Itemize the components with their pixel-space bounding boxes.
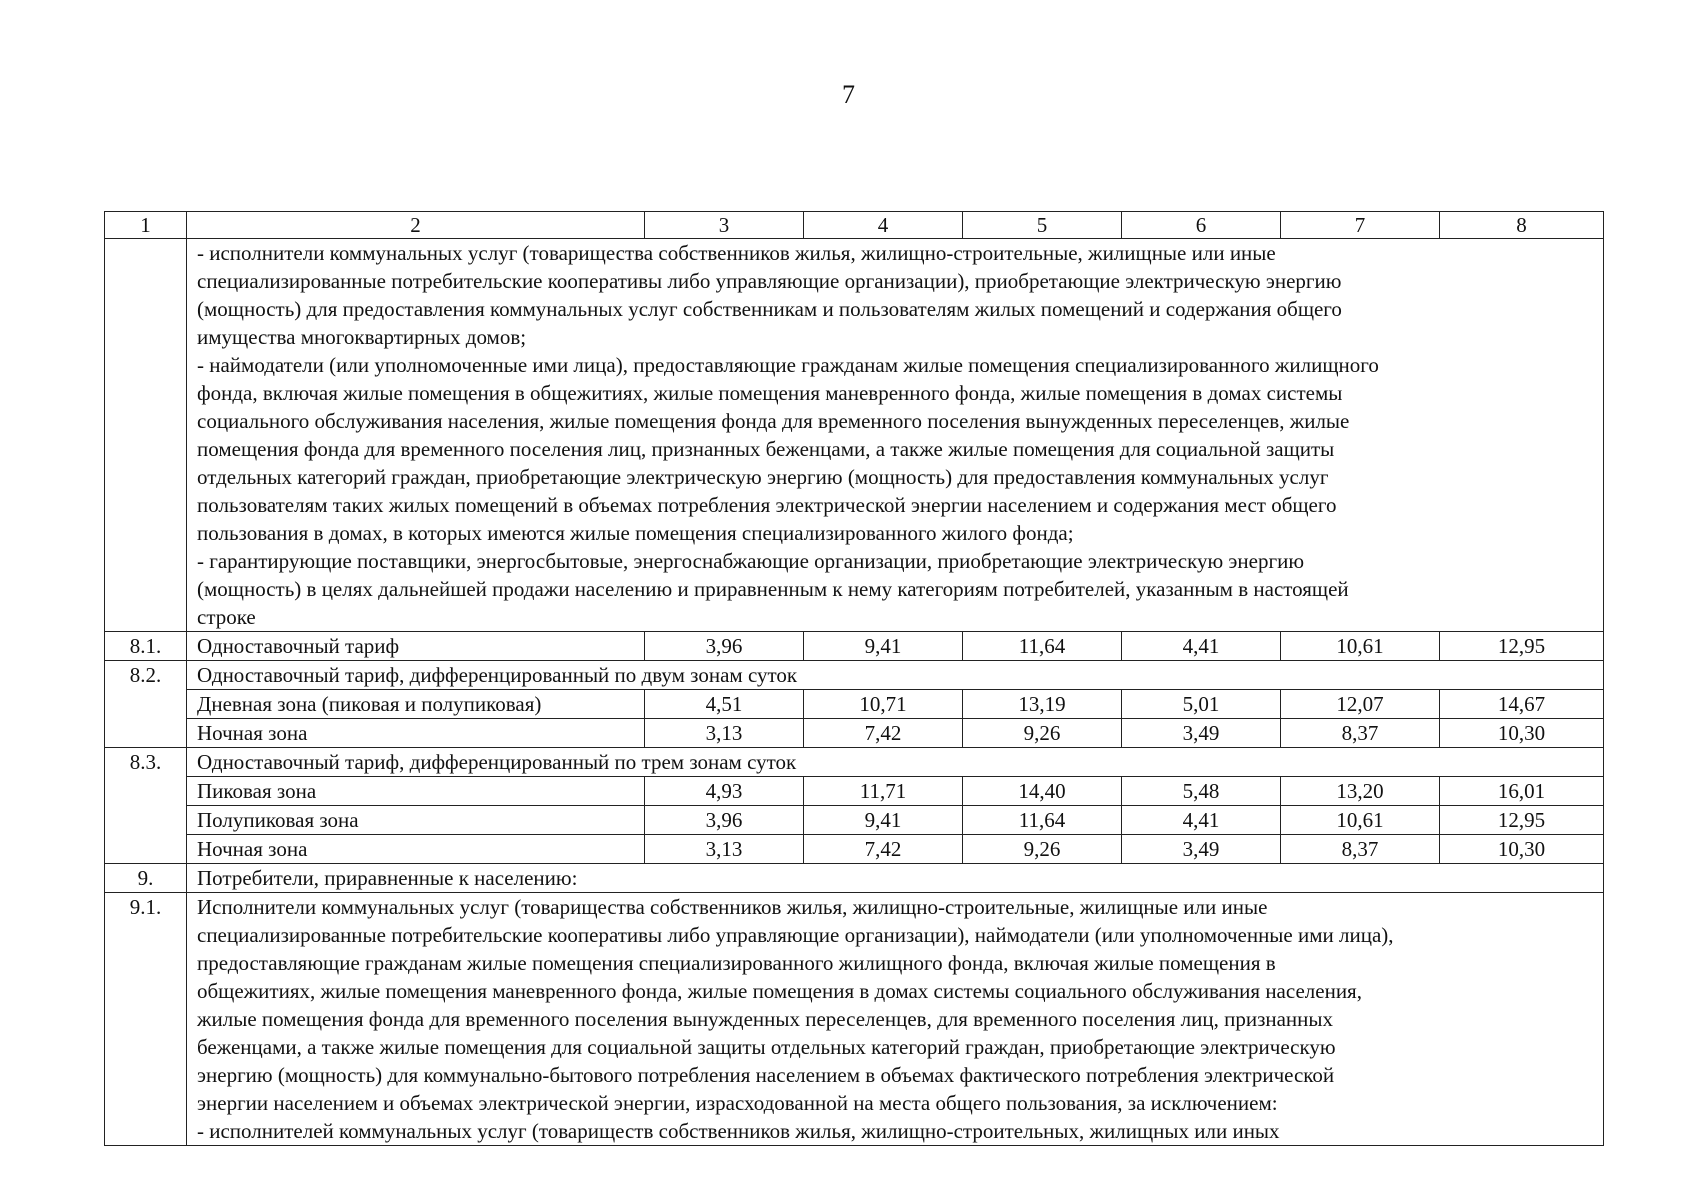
- column-header: 3: [645, 212, 804, 239]
- value-cell: 4,41: [1122, 632, 1281, 661]
- value-cell: 3,49: [1122, 719, 1281, 748]
- column-header: 6: [1122, 212, 1281, 239]
- value-cell: 12,07: [1281, 690, 1440, 719]
- value-cell: 9,26: [963, 719, 1122, 748]
- intro-text-cell: [187, 239, 1604, 632]
- value-cell: 3,96: [645, 806, 804, 835]
- row-text-cell: [187, 893, 1604, 1146]
- text-line: отдельных категорий граждан, приобретающие электрическую энергию (мощность) для предоставления коммунальных услуг: [197, 465, 1329, 489]
- row-label: Одноставочный тариф: [187, 632, 645, 661]
- row-index: 9.1.: [105, 893, 187, 1146]
- value-cell: 5,48: [1122, 777, 1281, 806]
- text-line: специализированные потребительские кооперативы либо управляющие организации), наймодатели (или уполномоченные ими лица),: [197, 923, 1394, 947]
- row-label: Ночная зона: [187, 835, 645, 864]
- value-cell: 13,19: [963, 690, 1122, 719]
- text-line: - наймодатели (или уполномоченные ими лица), предоставляющие гражданам жилые помещения специализированного жилищного: [197, 353, 1379, 377]
- value-cell: 4,51: [645, 690, 804, 719]
- row-index: [105, 239, 187, 632]
- value-cell: 12,95: [1440, 806, 1604, 835]
- value-cell: 10,61: [1281, 806, 1440, 835]
- text-line: помещения фонда для временного поселения лиц, признанных беженцами, а также жилые помещения для социальной защиты: [197, 437, 1335, 461]
- table-row: [105, 777, 1604, 806]
- text-line: социального обслуживания населения, жилые помещения фонда для временного поселения вынужденных переселенцев, жилые: [197, 409, 1350, 433]
- table-row: [105, 748, 1604, 777]
- row-label: Потребители, приравненные к населению:: [187, 864, 1604, 893]
- row-label: Одноставочный тариф, дифференцированный по двум зонам суток: [187, 661, 1604, 690]
- value-cell: 11,64: [963, 806, 1122, 835]
- text-line: общежитиях, жилые помещения маневренного фонда, жилые помещения в домах системы социального обслуживания населения,: [197, 979, 1362, 1003]
- column-header: 4: [804, 212, 963, 239]
- text-line: (мощность) в целях дальнейшей продажи населению и приравненным к нему категориям потребителей, указанным в настоящей: [197, 577, 1349, 601]
- value-cell: 9,41: [804, 806, 963, 835]
- text-line: энергии населением и объемах электрической энергии, израсходованной на места общего пользования, за исключением:: [197, 1091, 1278, 1115]
- text-line: Исполнители коммунальных услуг (товарищества собственников жилья, жилищно-строительные, жилищные или иные: [197, 895, 1268, 919]
- tariff-table: [104, 211, 1604, 1146]
- value-cell: 5,01: [1122, 690, 1281, 719]
- value-cell: 16,01: [1440, 777, 1604, 806]
- value-cell: 13,20: [1281, 777, 1440, 806]
- value-cell: 3,13: [645, 835, 804, 864]
- row-index: 8.1.: [105, 632, 187, 661]
- table-row: [105, 864, 1604, 893]
- value-cell: 10,30: [1440, 835, 1604, 864]
- value-cell: 11,71: [804, 777, 963, 806]
- header-row: [105, 212, 1604, 239]
- text-line: предоставляющие гражданам жилые помещения специализированного жилищного фонда, включая жилые помещения в: [197, 951, 1276, 975]
- value-cell: 3,49: [1122, 835, 1281, 864]
- row-label: Пиковая зона: [187, 777, 645, 806]
- text-line: беженцами, а также жилые помещения для социальной защиты отдельных категорий граждан, приобретающие электрическую: [197, 1035, 1336, 1059]
- intro-row: [105, 239, 1604, 632]
- value-cell: 9,26: [963, 835, 1122, 864]
- column-header: 5: [963, 212, 1122, 239]
- text-line: строке: [197, 605, 256, 629]
- value-cell: 8,37: [1281, 719, 1440, 748]
- table-row: [105, 690, 1604, 719]
- value-cell: 7,42: [804, 719, 963, 748]
- value-cell: 10,30: [1440, 719, 1604, 748]
- value-cell: 10,61: [1281, 632, 1440, 661]
- text-line: - гарантирующие поставщики, энергосбытовые, энергоснабжающие организации, приобретающие электрическую энергию: [197, 549, 1305, 573]
- page-number: 7: [842, 80, 855, 109]
- column-header: 8: [1440, 212, 1604, 239]
- text-line: фонда, включая жилые помещения в общежитиях, жилые помещения маневренного фонда, жилые помещения в домах системы: [197, 381, 1343, 405]
- row-label: Ночная зона: [187, 719, 645, 748]
- value-cell: 10,71: [804, 690, 963, 719]
- column-header: 7: [1281, 212, 1440, 239]
- text-line: - исполнителей коммунальных услуг (товариществ собственников жилья, жилищно-строительных, жилищных или иных: [197, 1119, 1280, 1143]
- text-line: специализированные потребительские кооперативы либо управляющие организации), приобретающие электрическую энергию: [197, 269, 1342, 293]
- value-cell: 7,42: [804, 835, 963, 864]
- text-line: пользователям таких жилых помещений в объемах потребления электрической энергии населением и содержания мест общего: [197, 493, 1337, 517]
- text-line: жилые помещения фонда для временного поселения вынужденных переселенцев, для временного поселения лиц, признанных: [197, 1007, 1334, 1031]
- row-label: Полупиковая зона: [187, 806, 645, 835]
- row-label: Дневная зона (пиковая и полупиковая): [187, 690, 645, 719]
- value-cell: 3,13: [645, 719, 804, 748]
- table-row: [105, 632, 1604, 661]
- value-cell: 14,40: [963, 777, 1122, 806]
- value-cell: 8,37: [1281, 835, 1440, 864]
- row-label: Одноставочный тариф, дифференцированный по трем зонам суток: [187, 748, 1604, 777]
- value-cell: 9,41: [804, 632, 963, 661]
- row-index: 8.2.: [105, 661, 187, 748]
- row-index: 9.: [105, 864, 187, 893]
- table-row: [105, 661, 1604, 690]
- value-cell: 11,64: [963, 632, 1122, 661]
- row-index: 8.3.: [105, 748, 187, 864]
- value-cell: 12,95: [1440, 632, 1604, 661]
- value-cell: 4,93: [645, 777, 804, 806]
- column-header: 1: [105, 212, 187, 239]
- table-row: [105, 893, 1604, 1146]
- text-line: - исполнители коммунальных услуг (товарищества собственников жилья, жилищно-строительные, жилищные или иные: [197, 241, 1276, 265]
- text-line: пользования в домах, в которых имеются жилые помещения специализированного жилого фонда;: [197, 521, 1074, 545]
- table-row: [105, 719, 1604, 748]
- text-line: (мощность) для предоставления коммунальных услуг собственникам и пользователям жилых помещений и содержания общего: [197, 297, 1342, 321]
- value-cell: 3,96: [645, 632, 804, 661]
- value-cell: 14,67: [1440, 690, 1604, 719]
- table-row: [105, 835, 1604, 864]
- table-row: [105, 806, 1604, 835]
- column-header: 2: [187, 212, 645, 239]
- value-cell: 4,41: [1122, 806, 1281, 835]
- text-line: энергию (мощность) для коммунально-бытового потребления населением в объемах фактического потребления электрической: [197, 1063, 1335, 1087]
- text-line: имущества многоквартирных домов;: [197, 325, 527, 349]
